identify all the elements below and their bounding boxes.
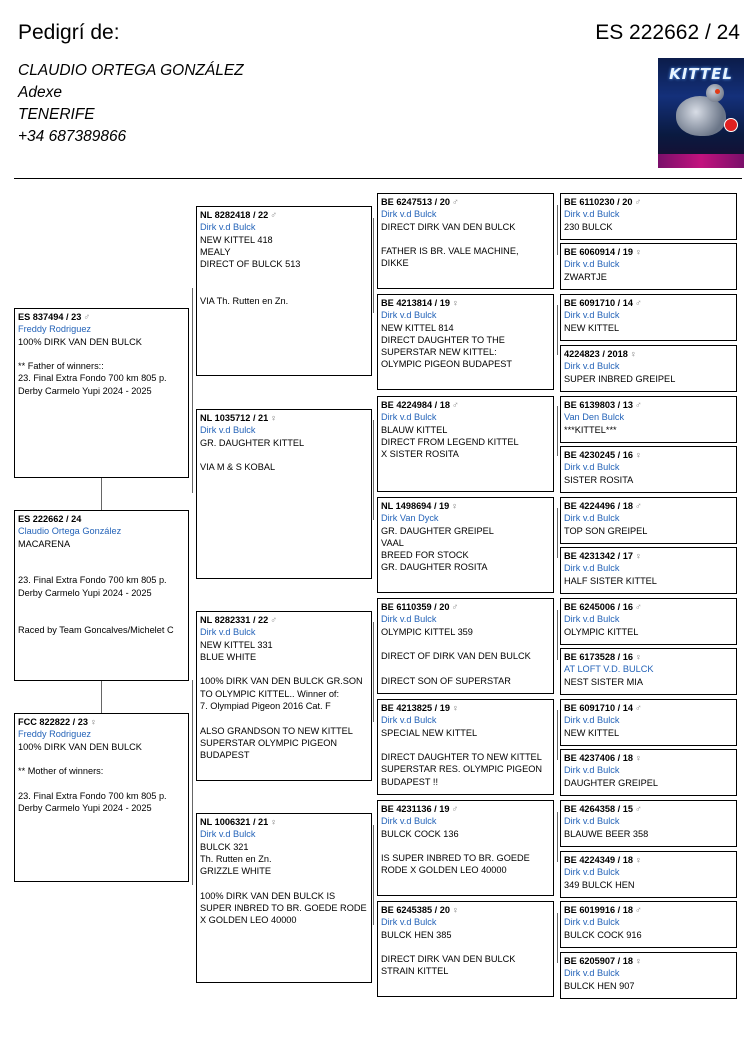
breeder-name: Dirk v.d Bulck bbox=[564, 614, 620, 625]
pedigree-note: DIRECT FROM LEGEND KITTEL bbox=[381, 436, 519, 447]
bracket-fm bbox=[373, 420, 374, 520]
blank-line bbox=[381, 840, 550, 852]
logo-bottom-band bbox=[658, 154, 744, 168]
pedigree-note: SUPER INBRED TO BR. GOEDE RODE bbox=[200, 903, 367, 914]
pedigree-note: VIA Th. Rutten en Zn. bbox=[200, 296, 289, 307]
pedigree-note: 349 BULCK HEN bbox=[564, 879, 635, 890]
pigeon-card-g5 bbox=[560, 396, 737, 443]
pigeon-card-subject bbox=[14, 510, 189, 681]
pedigree-note: SUPERSTAR RES. OLYMPIC PIGEON bbox=[381, 764, 542, 775]
breeder-name: Dirk v.d Bulck bbox=[381, 412, 437, 423]
blank-line bbox=[18, 348, 185, 360]
ring-number: ES 222662 / 24 bbox=[18, 514, 82, 524]
pedigree-note: MACARENA bbox=[18, 538, 71, 549]
pigeon-card-fff bbox=[377, 193, 554, 289]
breeder-name: Dirk v.d Bulck bbox=[381, 209, 437, 220]
pedigree-note: NEW KITTEL 331 bbox=[200, 639, 273, 650]
pigeon-card-ff bbox=[196, 206, 372, 376]
subject-ring-number: ES 222662 / 24 bbox=[595, 21, 740, 44]
pedigree-note: SUPERSTAR OLYMPIC PIGEON bbox=[200, 737, 337, 748]
breeder-name: Dirk v.d Bulck bbox=[381, 715, 437, 726]
pedigree-note: IS SUPER INBRED TO BR. GOEDE bbox=[381, 853, 530, 864]
breeder-name: Van Den Bulck bbox=[564, 412, 625, 423]
ring-number: BE 4237406 / 18 bbox=[564, 753, 633, 763]
blank-line bbox=[200, 449, 368, 461]
ring-number: BE 6110230 / 20 bbox=[564, 197, 633, 207]
breeder-name: Dirk Van Dyck bbox=[381, 513, 439, 524]
male-symbol-icon: ♂ bbox=[634, 703, 642, 713]
pedigree-note: NEST SISTER MIA bbox=[564, 676, 643, 687]
pedigree-note: Derby Carmelo Yupi 2024 - 2025 bbox=[18, 803, 152, 814]
blank-line bbox=[18, 599, 185, 611]
ring-number: BE 4231342 / 17 bbox=[564, 551, 633, 561]
pedigree-note: ZWARTJE bbox=[564, 271, 607, 282]
ring-number: NL 1006321 / 21 bbox=[200, 817, 269, 827]
male-symbol-icon: ♂ bbox=[634, 298, 642, 308]
bracket-mfm bbox=[557, 710, 558, 760]
pigeon-card-fmm bbox=[377, 497, 554, 593]
owner-name: CLAUDIO ORTEGA GONZÁLEZ bbox=[18, 62, 244, 79]
male-symbol-icon: ♂ bbox=[634, 905, 642, 915]
female-symbol-icon: ♀ bbox=[629, 349, 637, 359]
connector-subject-mother bbox=[101, 681, 102, 713]
pigeon-card-g13 bbox=[560, 800, 737, 847]
male-symbol-icon: ♂ bbox=[634, 602, 642, 612]
pedigree-note: X GOLDEN LEO 40000 bbox=[200, 915, 297, 926]
pigeon-body-shape bbox=[676, 96, 726, 136]
ring-number: NL 1498694 / 19 bbox=[381, 501, 450, 511]
ring-number: BE 6205907 / 18 bbox=[564, 956, 633, 966]
pedigree-note: DIKKE bbox=[381, 258, 409, 269]
pedigree-note: BULCK HEN 385 bbox=[381, 929, 452, 940]
breeder-name: Dirk v.d Bulck bbox=[564, 917, 620, 928]
pedigree-note: Derby Carmelo Yupi 2024 - 2025 bbox=[18, 587, 152, 598]
pigeon-card-g14 bbox=[560, 851, 737, 898]
page-title: Pedigrí de: bbox=[18, 21, 120, 44]
ring-number: BE 6019916 / 18 bbox=[564, 905, 633, 915]
bracket-fmf bbox=[557, 406, 558, 456]
pigeon-card-mf bbox=[196, 611, 372, 781]
bracket-mother bbox=[192, 680, 193, 885]
pedigree-note: MEALY bbox=[200, 246, 231, 257]
ring-number: BE 4230245 / 16 bbox=[564, 450, 633, 460]
ring-number: BE 6173528 / 16 bbox=[564, 652, 633, 662]
bracket-fff bbox=[557, 205, 558, 255]
pigeon-card-fmf bbox=[377, 396, 554, 492]
bracket-ff bbox=[373, 218, 374, 313]
breeder-name: Dirk v.d Bulck bbox=[564, 310, 620, 321]
pedigree-note: NEW KITTEL bbox=[564, 727, 620, 738]
pedigree-note: BULCK HEN 907 bbox=[564, 980, 635, 991]
female-symbol-icon: ♀ bbox=[634, 450, 642, 460]
pigeon-card-g7 bbox=[560, 497, 737, 544]
pedigree-note: BULCK 321 bbox=[200, 841, 249, 852]
header-divider bbox=[14, 178, 742, 179]
pedigree-note: NEW KITTEL 418 bbox=[200, 234, 273, 245]
pedigree-note: 100% DIRK VAN DEN BULCK GR.SON bbox=[200, 676, 363, 687]
ring-number: BE 6139803 / 13 bbox=[564, 400, 633, 410]
pedigree-note: BLAUWE BEER 358 bbox=[564, 828, 649, 839]
breeder-name: Dirk v.d Bulck bbox=[200, 627, 256, 638]
breeder-name: AT LOFT V.D. BULCK bbox=[564, 664, 654, 675]
pedigree-note: HALF SISTER KITTEL bbox=[564, 575, 657, 586]
blank-line bbox=[200, 877, 368, 889]
pedigree-note: 230 BULCK bbox=[564, 221, 613, 232]
blank-line bbox=[381, 739, 550, 751]
pigeon-card-mmf bbox=[377, 800, 554, 896]
ring-number: BE 4231136 / 19 bbox=[381, 804, 450, 814]
pedigree-note: SUPERSTAR NEW KITTEL: bbox=[381, 347, 497, 358]
male-symbol-icon: ♂ bbox=[634, 197, 642, 207]
breeder-name: Claudio Ortega González bbox=[18, 526, 122, 537]
pigeon-card-father bbox=[14, 308, 189, 478]
breeder-name: Dirk v.d Bulck bbox=[200, 425, 256, 436]
breeder-name: Dirk v.d Bulck bbox=[564, 462, 620, 473]
female-symbol-icon: ♀ bbox=[634, 956, 642, 966]
pedigree-note: STRAIN KITTEL bbox=[381, 966, 449, 977]
male-symbol-icon: ♂ bbox=[451, 197, 459, 207]
breeder-name: Freddy Rodriguez bbox=[18, 729, 92, 740]
pigeon-card-g16 bbox=[560, 952, 737, 999]
pigeon-card-g10 bbox=[560, 648, 737, 695]
pigeon-card-g4 bbox=[560, 345, 737, 392]
owner-town: Adexe bbox=[18, 84, 62, 101]
pedigree-note: TOP SON GREIPEL bbox=[564, 525, 648, 536]
breeder-name: Dirk v.d Bulck bbox=[381, 614, 437, 625]
blank-line bbox=[381, 662, 550, 674]
ring-number: NL 8282331 / 22 bbox=[200, 615, 269, 625]
pedigree-note: BUDAPEST !! bbox=[381, 776, 439, 787]
breeder-name: Dirk v.d Bulck bbox=[564, 867, 620, 878]
bracket-father bbox=[192, 288, 193, 493]
breeder-name: Freddy Rodriguez bbox=[18, 324, 92, 335]
pedigree-note: ** Father of winners:: bbox=[18, 361, 104, 372]
blank-line bbox=[200, 663, 368, 675]
ring-number: BE 4213814 / 19 bbox=[381, 298, 450, 308]
blank-line bbox=[18, 562, 185, 574]
pigeon-card-ffm bbox=[377, 294, 554, 390]
pigeon-card-g8 bbox=[560, 547, 737, 594]
breeder-name: Dirk v.d Bulck bbox=[200, 222, 256, 233]
ring-number: BE 4213825 / 19 bbox=[381, 703, 450, 713]
pedigree-note: Raced by Team Goncalves/Michelet C bbox=[18, 624, 174, 635]
pigeon-card-g6 bbox=[560, 446, 737, 493]
ring-number: BE 6247513 / 20 bbox=[381, 197, 450, 207]
pedigree-note: BLAUW KITTEL bbox=[381, 424, 448, 435]
breeder-name: Dirk v.d Bulck bbox=[381, 816, 437, 827]
pedigree-note: DIRECT DAUGHTER TO NEW KITTEL bbox=[381, 752, 542, 763]
breeder-name: Dirk v.d Bulck bbox=[381, 310, 437, 321]
male-symbol-icon: ♂ bbox=[83, 312, 91, 322]
pedigree-note: DAUGHTER GREIPEL bbox=[564, 777, 658, 788]
male-symbol-icon: ♂ bbox=[634, 804, 642, 814]
female-symbol-icon: ♀ bbox=[451, 501, 459, 511]
female-symbol-icon: ♀ bbox=[270, 817, 278, 827]
ring-number: NL 8282418 / 22 bbox=[200, 210, 269, 220]
pedigree-note: DIRECT OF DIRK VAN DEN BULCK bbox=[381, 651, 531, 662]
bracket-ffm bbox=[557, 305, 558, 355]
blank-line bbox=[18, 550, 185, 562]
pedigree-note: BREED FOR STOCK bbox=[381, 550, 469, 561]
male-symbol-icon: ♂ bbox=[451, 400, 459, 410]
pedigree-note: BULCK COCK 136 bbox=[381, 828, 459, 839]
pedigree-note: SPECIAL NEW KITTEL bbox=[381, 727, 478, 738]
female-symbol-icon: ♀ bbox=[451, 905, 459, 915]
pigeon-card-mother bbox=[14, 713, 189, 882]
bracket-mf bbox=[373, 622, 374, 722]
pedigree-note: GR. DAUGHTER GREIPEL bbox=[381, 525, 494, 536]
pedigree-note: BULCK COCK 916 bbox=[564, 929, 642, 940]
connector-subject-father bbox=[101, 478, 102, 510]
ring-number: 4224823 / 2018 bbox=[564, 349, 628, 359]
pedigree-note: SUPER INBRED GREIPEL bbox=[564, 373, 676, 384]
pedigree-note: 100% DIRK VAN DEN BULCK IS bbox=[200, 890, 336, 901]
female-symbol-icon: ♀ bbox=[634, 753, 642, 763]
pedigree-note: 100% DIRK VAN DEN BULCK bbox=[18, 741, 142, 752]
kittel-logo-image bbox=[658, 58, 744, 168]
blank-line bbox=[18, 777, 185, 789]
pigeon-card-g2 bbox=[560, 243, 737, 290]
pedigree-note: Th. Rutten en Zn. bbox=[200, 853, 272, 864]
pigeon-eye-shape bbox=[715, 89, 720, 94]
pigeon-card-g9 bbox=[560, 598, 737, 645]
pedigree-note: Derby Carmelo Yupi 2024 - 2025 bbox=[18, 385, 152, 396]
pedigree-note: OLYMPIC KITTEL bbox=[564, 626, 639, 637]
pedigree-note: DIRECT OF BULCK 513 bbox=[200, 259, 301, 270]
ring-number: BE 6091710 / 14 bbox=[564, 298, 633, 308]
pedigree-note: RODE X GOLDEN LEO 40000 bbox=[381, 865, 507, 876]
bracket-mmf bbox=[557, 812, 558, 862]
female-symbol-icon: ♀ bbox=[634, 652, 642, 662]
pedigree-note: DIRECT SON OF SUPERSTAR bbox=[381, 675, 511, 686]
pigeon-card-g11 bbox=[560, 699, 737, 746]
ring-number: BE 4224984 / 18 bbox=[381, 400, 450, 410]
breeder-name: Dirk v.d Bulck bbox=[564, 765, 620, 776]
ring-number: NL 1035712 / 21 bbox=[200, 413, 269, 423]
pedigree-note: VAAL bbox=[381, 537, 404, 548]
blank-line bbox=[200, 712, 368, 724]
female-symbol-icon: ♀ bbox=[451, 298, 459, 308]
blank-line bbox=[200, 270, 368, 282]
blank-line bbox=[18, 753, 185, 765]
pedigree-note: GR. DAUGHTER KITTEL bbox=[200, 437, 305, 448]
pedigree-note: OLYMPIC PIGEON BUDAPEST bbox=[381, 359, 513, 370]
female-symbol-icon: ♀ bbox=[634, 551, 642, 561]
breeder-name: Dirk v.d Bulck bbox=[200, 829, 256, 840]
pedigree-note: 23. Final Extra Fondo 700 km 805 p. bbox=[18, 373, 167, 384]
breeder-name: Dirk v.d Bulck bbox=[564, 513, 620, 524]
ring-number: BE 6060914 / 19 bbox=[564, 247, 633, 257]
ring-number: BE 6245385 / 20 bbox=[381, 905, 450, 915]
pedigree-note: TO OLYMPIC KITTEL.. Winner of: bbox=[200, 688, 340, 699]
pedigree-note: 7. Olympiad Pigeon 2016 Cat. F bbox=[200, 701, 331, 712]
breeder-name: Dirk v.d Bulck bbox=[564, 816, 620, 827]
female-symbol-icon: ♀ bbox=[451, 703, 459, 713]
bracket-mm bbox=[373, 825, 374, 925]
pigeon-card-g3 bbox=[560, 294, 737, 341]
bracket-mff bbox=[557, 610, 558, 660]
red-badge-shape bbox=[724, 118, 738, 132]
ring-number: BE 6245006 / 16 bbox=[564, 602, 633, 612]
ring-number: BE 4264358 / 15 bbox=[564, 804, 633, 814]
pedigree-note: 23. Final Extra Fondo 700 km 805 p. bbox=[18, 790, 167, 801]
pedigree-note: DIRECT DIRK VAN DEN BULCK bbox=[381, 954, 516, 965]
blank-line bbox=[18, 611, 185, 623]
owner-info bbox=[18, 60, 244, 148]
pedigree-note: BLUE WHITE bbox=[200, 651, 257, 662]
pedigree-note: FATHER IS BR. VALE MACHINE, bbox=[381, 246, 519, 257]
breeder-name: Dirk v.d Bulck bbox=[564, 259, 620, 270]
male-symbol-icon: ♂ bbox=[270, 210, 278, 220]
male-symbol-icon: ♂ bbox=[634, 501, 642, 511]
pigeon-card-mfm bbox=[377, 699, 554, 795]
bracket-mmm bbox=[557, 913, 558, 963]
pedigree-note: ***KITTEL*** bbox=[564, 424, 617, 435]
pedigree-note: DIRECT DIRK VAN DEN BULCK bbox=[381, 221, 516, 232]
breeder-name: Dirk v.d Bulck bbox=[381, 917, 437, 928]
male-symbol-icon: ♂ bbox=[451, 804, 459, 814]
pigeon-card-mmm bbox=[377, 901, 554, 997]
pigeon-card-g1 bbox=[560, 193, 737, 240]
pedigree-note: GR. DAUGHTER ROSITA bbox=[381, 562, 488, 573]
blank-line bbox=[381, 638, 550, 650]
pedigree-note: DIRECT DAUGHTER TO THE bbox=[381, 334, 505, 345]
pedigree-note: ALSO GRANDSON TO NEW KITTEL bbox=[200, 725, 353, 736]
pigeon-card-fm bbox=[196, 409, 372, 579]
pedigree-note: X SISTER ROSITA bbox=[381, 449, 459, 460]
male-symbol-icon: ♂ bbox=[634, 400, 642, 410]
breeder-name: Dirk v.d Bulck bbox=[564, 209, 620, 220]
pigeon-card-mff bbox=[377, 598, 554, 694]
blank-line bbox=[381, 233, 550, 245]
owner-region: TENERIFE bbox=[18, 106, 95, 123]
pedigree-note: ** Mother of winners: bbox=[18, 766, 104, 777]
breeder-name: Dirk v.d Bulck bbox=[564, 968, 620, 979]
breeder-name: Dirk v.d Bulck bbox=[564, 715, 620, 726]
pigeon-card-g12 bbox=[560, 749, 737, 796]
ring-number: ES 837494 / 23 bbox=[18, 312, 82, 322]
pigeon-card-mm bbox=[196, 813, 372, 983]
pedigree-note: 100% DIRK VAN DEN BULCK bbox=[18, 336, 142, 347]
pedigree-note: SISTER ROSITA bbox=[564, 474, 634, 485]
pedigree-note: BUDAPEST bbox=[200, 750, 250, 761]
female-symbol-icon: ♀ bbox=[634, 247, 642, 257]
female-symbol-icon: ♀ bbox=[270, 413, 278, 423]
pigeon-card-g15 bbox=[560, 901, 737, 948]
ring-number: BE 6091710 / 14 bbox=[564, 703, 633, 713]
logo-word: KITTEL bbox=[669, 65, 733, 83]
bracket-fmm bbox=[557, 508, 558, 558]
male-symbol-icon: ♂ bbox=[270, 615, 278, 625]
female-symbol-icon: ♀ bbox=[634, 855, 642, 865]
pedigree-note: NEW KITTEL 814 bbox=[381, 322, 454, 333]
breeder-name: Dirk v.d Bulck bbox=[564, 361, 620, 372]
female-symbol-icon: ♀ bbox=[89, 717, 97, 727]
pedigree-note: VIA M & S KOBAL bbox=[200, 462, 276, 473]
pedigree-note: NEW KITTEL bbox=[564, 322, 620, 333]
ring-number: FCC 822822 / 23 bbox=[18, 717, 88, 727]
blank-line bbox=[381, 941, 550, 953]
ring-number: BE 6110359 / 20 bbox=[381, 602, 450, 612]
owner-phone: +34 687389866 bbox=[18, 128, 127, 145]
pedigree-note: 23. Final Extra Fondo 700 km 805 p. bbox=[18, 575, 167, 586]
ring-number: BE 4224349 / 18 bbox=[564, 855, 633, 865]
male-symbol-icon: ♂ bbox=[451, 602, 459, 612]
pedigree-note: GRIZZLE WHITE bbox=[200, 866, 271, 877]
pedigree-note: OLYMPIC KITTEL 359 bbox=[381, 626, 473, 637]
ring-number: BE 4224496 / 18 bbox=[564, 501, 633, 511]
breeder-name: Dirk v.d Bulck bbox=[564, 563, 620, 574]
blank-line bbox=[200, 283, 368, 295]
